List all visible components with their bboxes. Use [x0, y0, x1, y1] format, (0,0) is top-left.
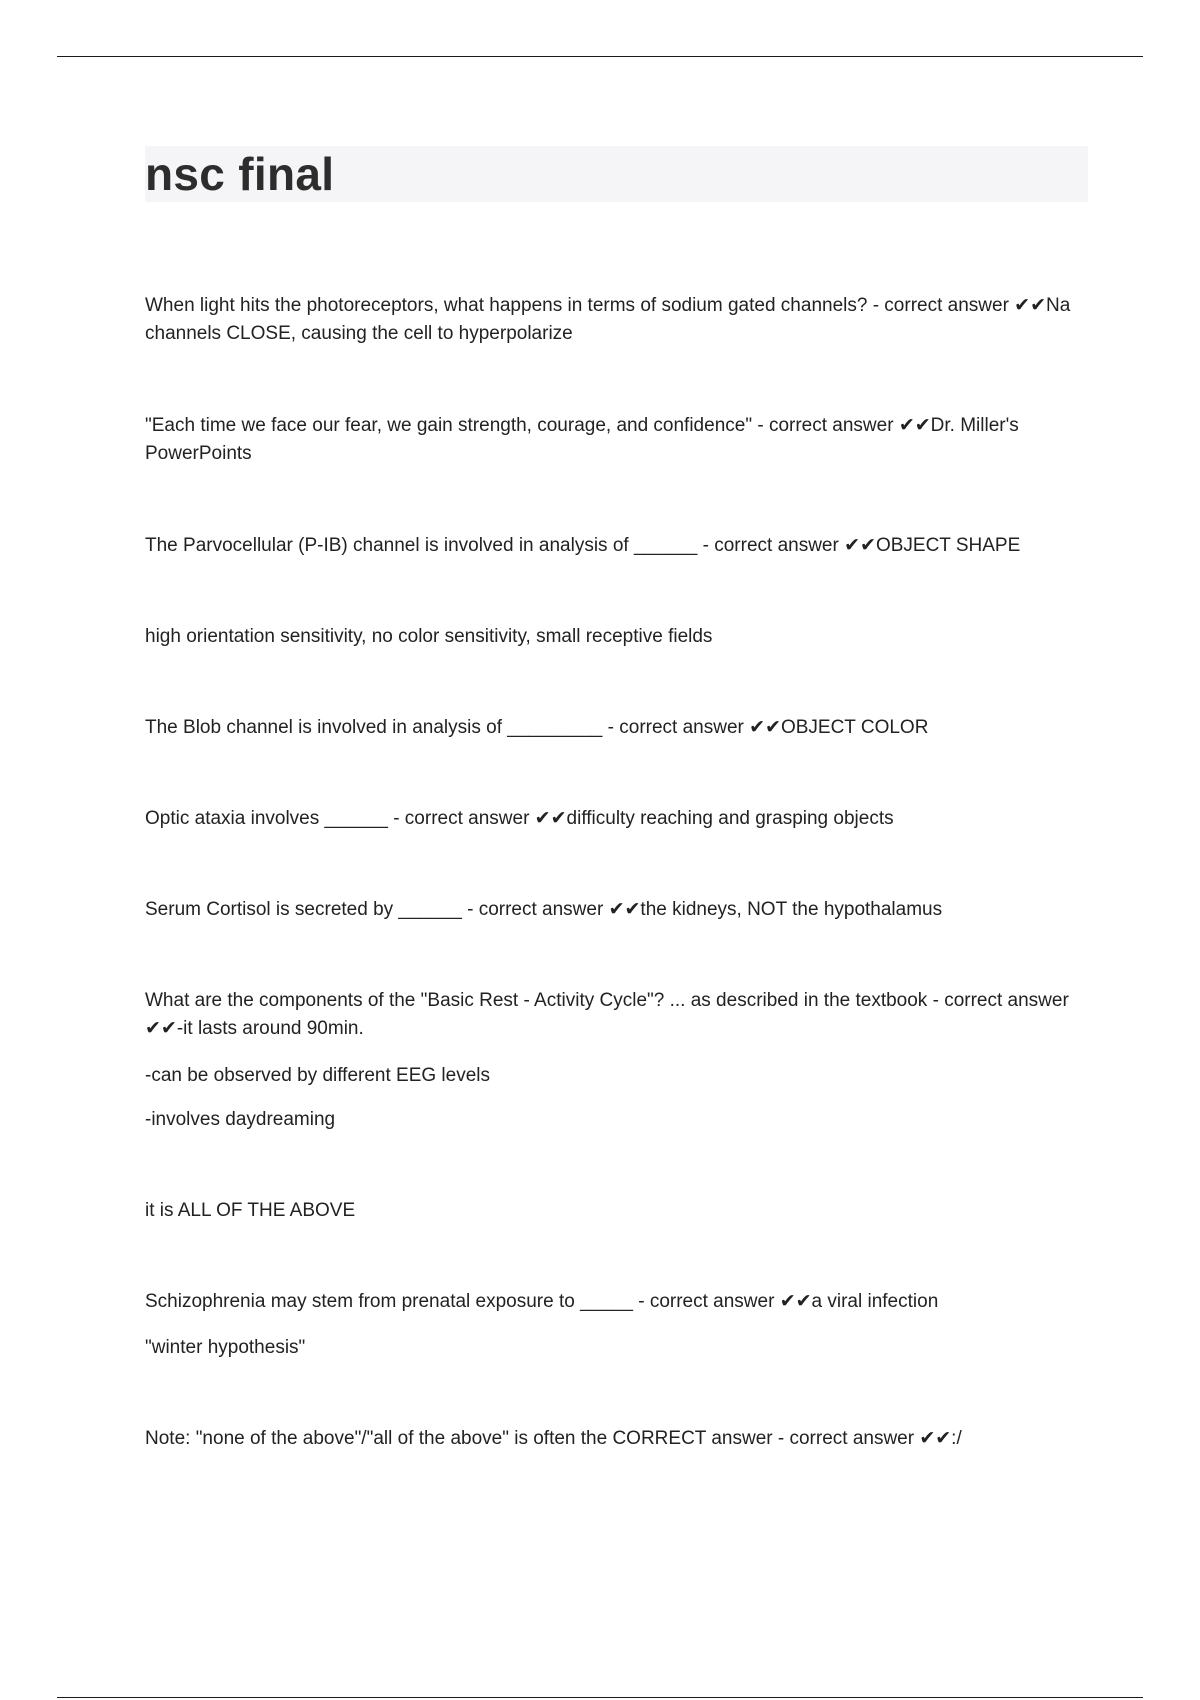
paragraph-5: The Blob channel is involved in analysis of _________ - correct answer ✔✔OBJECT COLOR	[145, 717, 929, 738]
paragraph-7: Serum Cortisol is secreted by ______ - correct answer ✔✔the kidneys, NOT the hypothalamus	[145, 899, 943, 920]
paragraph-14: Note: "none of the above"/"all of the above" is often the CORRECT answer - correct answer ✔✔:/	[145, 1428, 962, 1449]
paragraph-4: high orientation sensitivity, no color sensitivity, small receptive fields	[145, 626, 713, 647]
paragraph-1: When light hits the photoreceptors, what happens in terms of sodium gated channels? - correct answer ✔✔Na channels CLOSE, causing the cell to hyperpolarize	[145, 295, 1071, 344]
paragraph-6: Optic ataxia involves ______ - correct answer ✔✔difficulty reaching and grasping objects	[145, 808, 894, 829]
bottom-divider	[57, 1697, 1143, 1698]
top-divider	[57, 56, 1143, 57]
paragraph-9: -can be observed by different EEG levels	[145, 1065, 491, 1086]
page-title: nsc final	[145, 148, 335, 200]
title-banner	[145, 146, 1088, 202]
paragraph-2: "Each time we face our fear, we gain strength, courage, and confidence" - correct answer ✔✔Dr. Miller's PowerPoints	[145, 415, 1019, 464]
paragraph-11: it is ALL OF THE ABOVE	[145, 1200, 356, 1221]
paragraph-13: "winter hypothesis"	[145, 1337, 306, 1358]
paragraph-12: Schizophrenia may stem from prenatal exposure to _____ - correct answer ✔✔a viral infection	[145, 1291, 939, 1312]
paragraph-10: -involves daydreaming	[145, 1109, 336, 1130]
paragraph-8: What are the components of the "Basic Rest - Activity Cycle"? ... as described in the textbook - correct answer ✔✔-it lasts around 90min.	[145, 990, 1069, 1039]
paragraph-3: The Parvocellular (P-IB) channel is involved in analysis of ______ - correct answer ✔✔OBJECT SHAPE	[145, 535, 1021, 556]
